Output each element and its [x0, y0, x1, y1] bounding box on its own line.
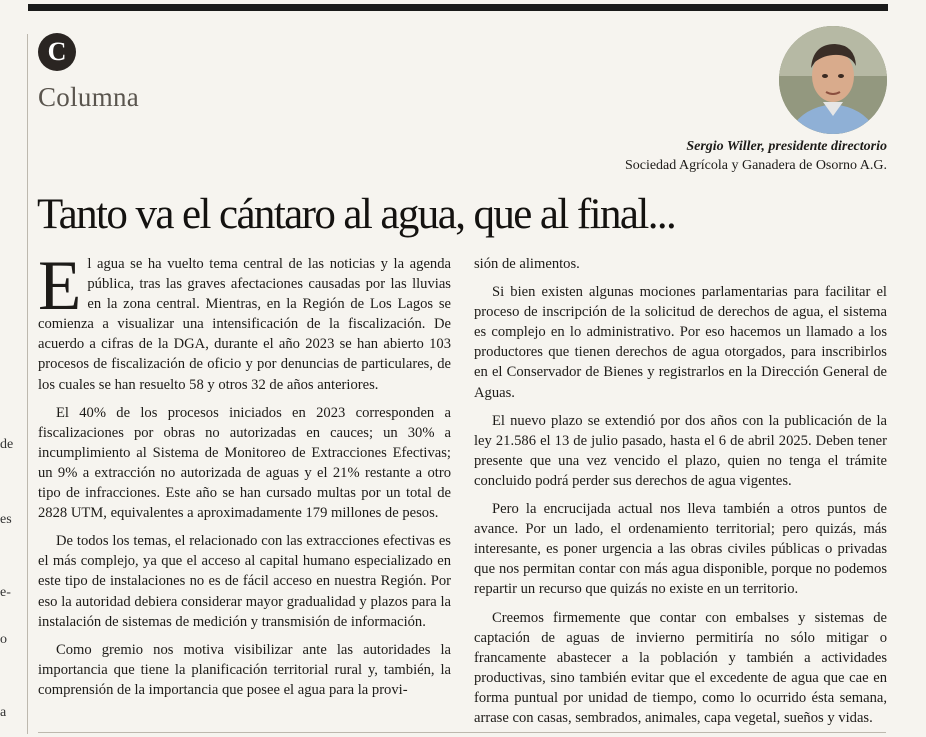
author-organization: Sociedad Agrícola y Ganadera de Osorno A.G.	[624, 158, 887, 173]
margin-fragment: o	[0, 632, 7, 647]
author-portrait-icon	[779, 26, 887, 134]
article-paragraph: Si bien existen algunas mociones parlamentarias para facilitar el proceso de inscripción de la solicitud de derechos de agua, el sistema es complejo en lo administrativo. Por eso hacemos un llamado a los productores que tienen derechos de agua otorgados, para inscribirlos en el Conservador de Bienes y registrarlos en la Dirección General de Aguas.	[474, 284, 887, 401]
author-name: Sergio Willer, presidente directorio	[686, 139, 887, 154]
article-paragraph: Como gremio nos motiva visibilizar ante las autoridades la importancia que tiene la planificación territorial rural y, también, la comprensión de la importancia que posee el agua para la provi-	[38, 641, 451, 698]
article-paragraph: Creemos firmemente que contar con embalses y sistemas de captación de aguas de invierno permitiría no sólo mitigar o francamente abastecer a la población y también a actividades productivas, sino también evitar que el excedente de agua que cae en forma puntual por unidad de tiempo, como lo ocurrido ésta semana, arrase con casas, sembrados, animales, capa vegetal, sueños y vidas.	[474, 609, 887, 726]
margin-fragment: de	[0, 437, 14, 452]
top-rule	[28, 4, 888, 11]
article-paragraph: De todos los temas, el relacionado con las extracciones efectivas es el más complejo, ya que el acceso al capital humano especializado en este tipo de instalaciones no es de fácil acceso en nuestra Región. Por eso la autoridad debiera considerar mayor gradualidad y plazos para la instalación de sistemas de medición y transmisión de información.	[38, 533, 451, 630]
section-label: Columna	[38, 82, 140, 112]
article-paragraph: sión de alimentos.	[474, 256, 580, 272]
column-divider	[27, 34, 28, 734]
article-column-right	[474, 254, 887, 736]
author-photo	[779, 26, 887, 134]
article-paragraph: El nuevo plazo se extendió por dos años con la publicación de la ley 21.586 el 13 de julio pasado, hasta el 6 de abril 2025. Deben tener presente que una vez vencido el plazo, quien no tenga el trámite concluido podrá perder sus derechos de agua vigentes.	[474, 412, 887, 489]
article-headline: Tanto va el cántaro al agua, que al final...	[37, 191, 676, 238]
margin-fragment: es	[0, 512, 12, 527]
margin-fragment: e-	[0, 585, 11, 600]
drop-cap: E	[38, 247, 82, 325]
article-paragraph: El 40% de los procesos iniciados en 2023 corresponden a fiscalizaciones por obras no autorizadas en cauces; un 30% a incumplimiento al Sistema de Monitoreo de Extracciones Efectivas; un 9% a extracción no autorizada de aguas y el 21% restante a otro tipo de infracciones. Este año se han cursado multas por un total de 2828 UTM, equivalentes a aproximadamente 179 millones de pesos.	[38, 404, 451, 522]
article-paragraph: Pero la encrucijada actual nos lleva también a otros puntos de avance. Por un lado, el ordenamiento territorial; pero quizás, más interesante, es poner urgencia a las obras civiles públicas o privadas que nos permitan contar con más agua disponible, porque no podemos repartir un recurso que quizás no existe en un territorio.	[474, 501, 887, 598]
column-badge: C	[38, 33, 76, 71]
article-column-left	[38, 247, 451, 708]
article-paragraph: El agua se ha vuelto tema central de las noticias y la agenda pública, tras las graves afectaciones causadas por las lluvias en la zona central. Mientras, en la Región de Los Lagos se comienza a visualizar una intensificación de la fiscalización. De acuerdo a cifras de la DGA, durante el año 2023 se han abierto 103 procesos de fiscalización de oficio y por denuncias de particulares, de los cuales se han resuelto 58 y otros 32 de años anteriores.	[38, 247, 451, 393]
margin-fragment: a	[0, 705, 7, 720]
